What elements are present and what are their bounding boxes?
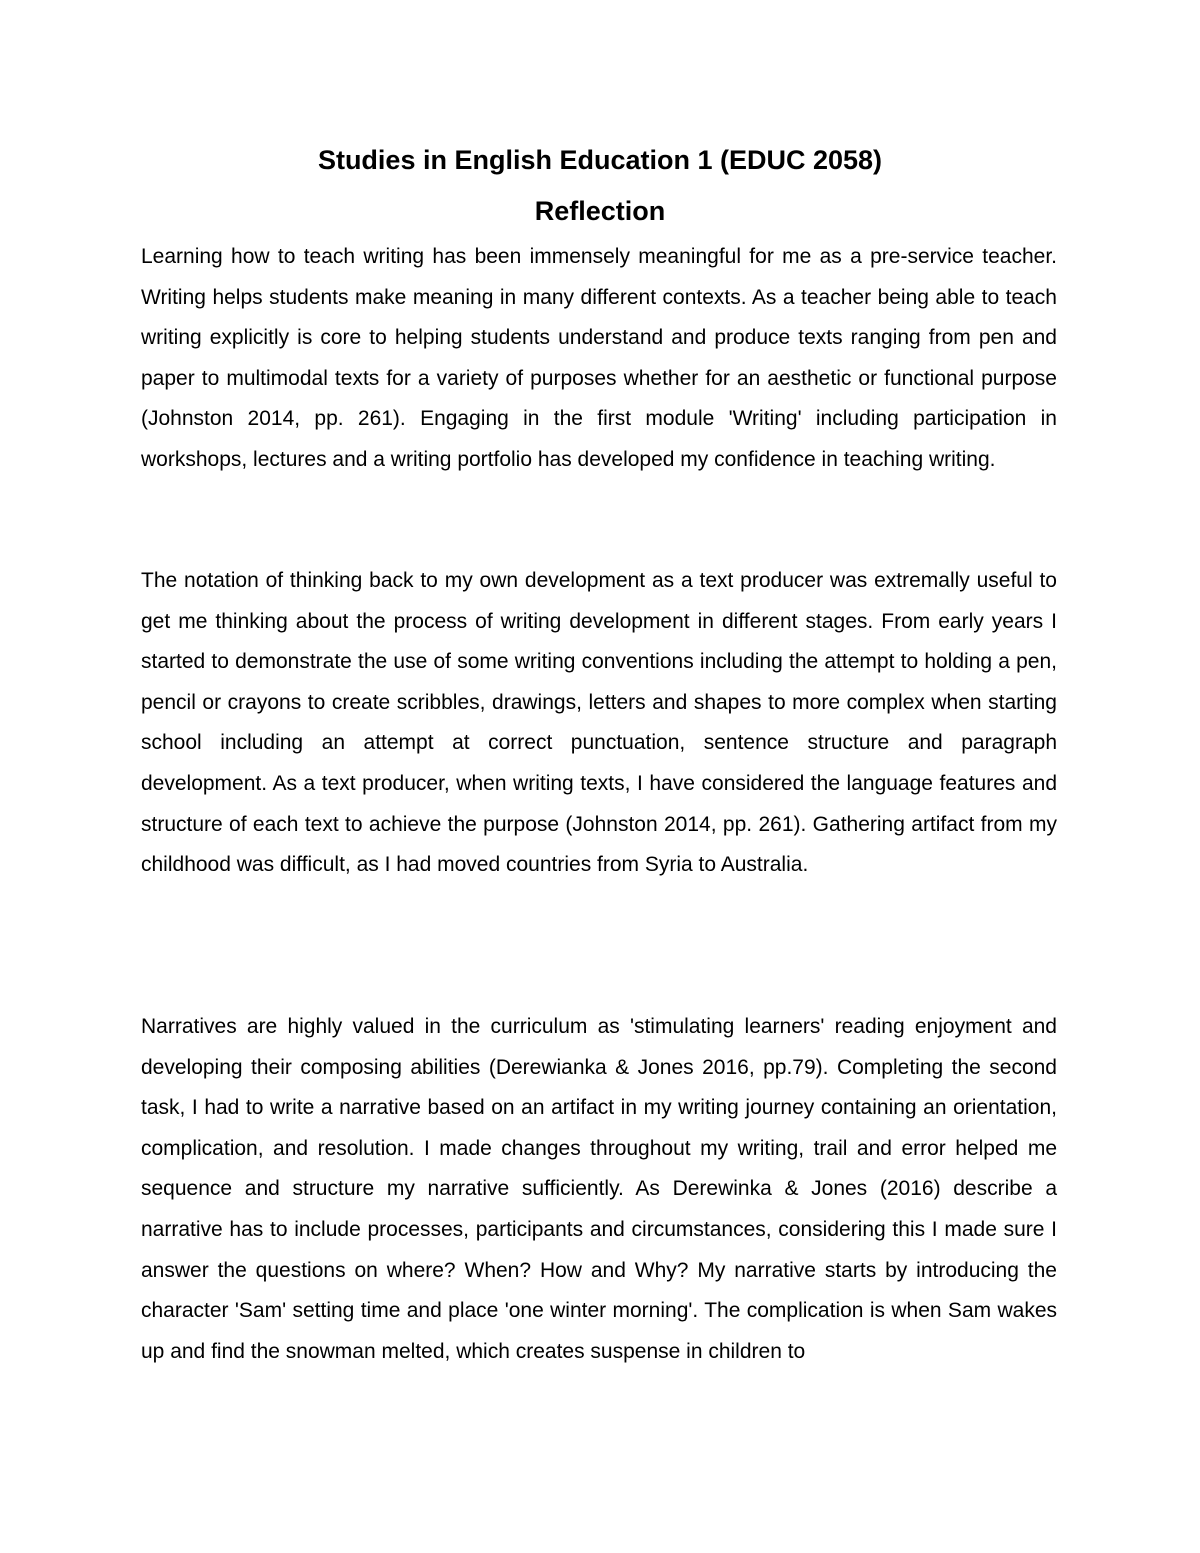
paragraph-3: Narratives are highly valued in the curriculum as 'stimulating learners' reading enjoyment and developing their composing abilities (Derewianka & Jones 2016, pp.79). Completing the second task, I had to write a narrative based on an artifact in my writing journey containing an orientation, complication, and resolution. I made changes throughout my writing, trail and error helped me sequence and structure my narrative sufficiently. As Derewinka & Jones (2016) describe a narrative has to include processes, participants and circumstances, considering this I made sure I answer the questions on where? When? How and Why? My narrative starts by introducing the character 'Sam' setting time and place 'one winter morning'. The complication is when Sam wakes up and find the snowman melted, which creates suspense in children to bbox=[141, 1015, 1057, 1363]
paragraph-1: Learning how to teach writing has been immensely meaningful for me as a pre-service teacher. Writing helps students make meaning in many different contexts. As a teacher being able to teach writing explicitly is core to helping students understand and produce texts ranging from pen and paper to multimodal texts for a variety of purposes whether for an aesthetic or functional purpose (Johnston 2014, pp. 261). Engaging in the first module 'Writing' including participation in workshops, lectures and a writing portfolio has developed my confidence in teaching writing. bbox=[141, 245, 1057, 471]
document-subtitle: Reflection bbox=[534, 196, 666, 226]
document-title: Studies in English Education 1 (EDUC 2058) bbox=[317, 145, 883, 175]
paragraph-2: The notation of thinking back to my own development as a text producer was extremally useful to get me thinking about the process of writing development in different stages. From early years I started to demonstrate the use of some writing conventions including the attempt to holding a pen, pencil or crayons to create scribbles, drawings, letters and shapes to more complex when starting school including an attempt at correct punctuation, sentence structure and paragraph development. As a text producer, when writing texts, I have considered the language features and structure of each text to achieve the purpose (Johnston 2014, pp. 261). Gathering artifact from my childhood was difficult, as I had moved countries from Syria to Australia. bbox=[141, 569, 1057, 877]
